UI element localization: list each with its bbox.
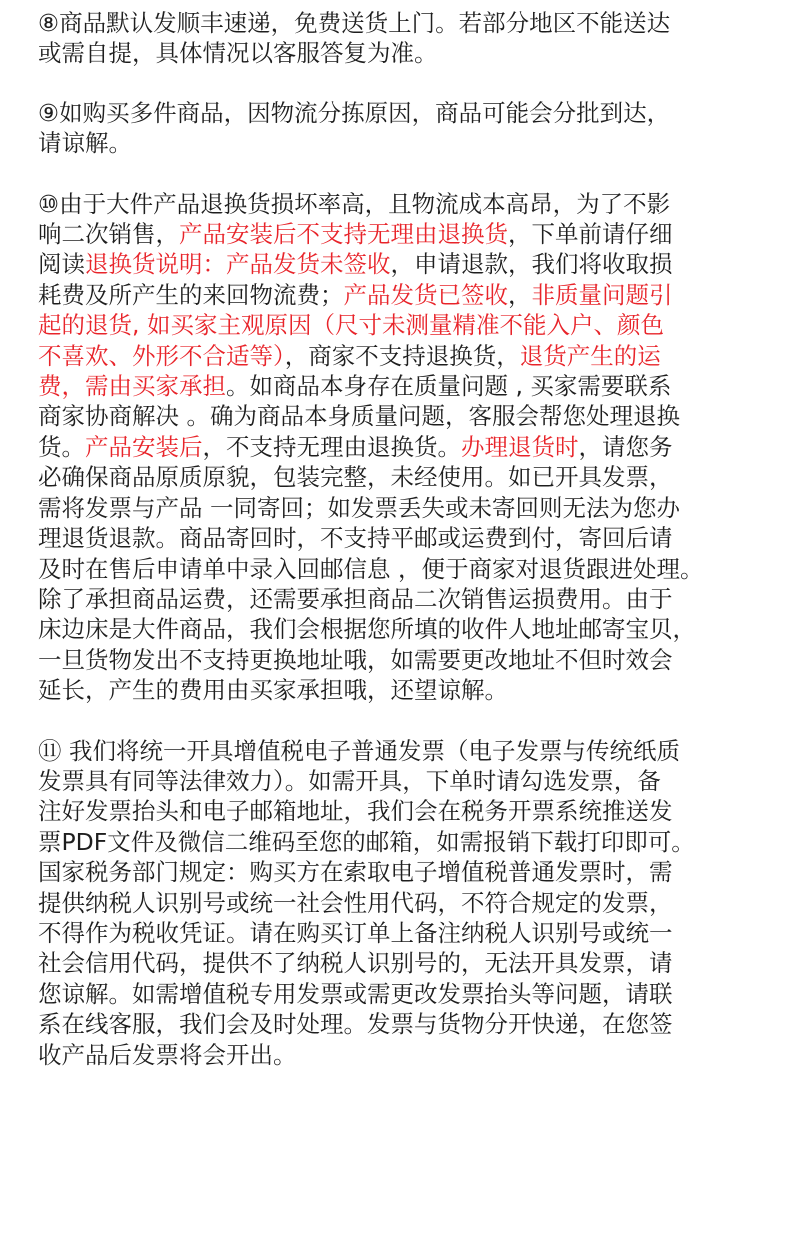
highlighted-text: 起的退货, 如买家主观原因（尺寸未测量精准不能入户、颜色 — [38, 311, 664, 340]
body-text: 必确保商品原质原貌，包装完整，未经使用。如已开具发票， — [38, 463, 673, 492]
body-text: ⑧商品默认发顺丰速递，免费送货上门。若部分地区不能送达 — [38, 9, 671, 37]
text-line — [38, 857, 758, 887]
body-text: 不得作为税收凭证。请在购买订单上备注纳税人识别号或统一 — [38, 918, 673, 947]
highlighted-text: 退货产生的运 — [519, 341, 661, 370]
paragraph-11-invoice — [38, 736, 758, 1070]
body-text: 系在线客服，我们会及时处理。发票与货物分开快递，在您签 — [38, 1010, 673, 1039]
body-text: ，申请退款，我们将收取损 — [390, 250, 673, 279]
body-text: 您谅解。如需增值税专用发票或需更改发票抬头等问题，请联 — [38, 979, 673, 1008]
paragraph-10-returns-policy — [38, 189, 758, 706]
body-text: 响二次销售， — [38, 220, 179, 249]
highlighted-text: 费，需由买家承担 — [38, 372, 226, 401]
text-line — [38, 948, 758, 978]
text-line — [38, 766, 758, 796]
body-text: 票PDF文件及微信二维码至您的邮箱，如需报销下载打印即可。 — [38, 827, 695, 856]
highlighted-text: 非质量问题引 — [531, 280, 673, 309]
highlighted-text: 产品安装后 — [85, 432, 203, 461]
body-text: 耗费及所产生的来回物流费； — [38, 280, 344, 309]
body-text: 阅读 — [38, 250, 85, 279]
text-line — [38, 979, 758, 1009]
body-text: 一旦货物发出不支持更换地址哦，如需要更改地址不但时效会 — [38, 645, 673, 674]
text-line — [38, 249, 758, 279]
highlighted-text: 办理退货时 — [461, 432, 579, 461]
text-line — [38, 341, 758, 371]
text-line — [38, 38, 758, 68]
text-line — [38, 280, 758, 310]
body-text: 提供纳税人识别号或统一社会性用代码，不符合规定的发票， — [38, 888, 673, 917]
body-text: ，下单前请仔细 — [508, 220, 673, 249]
text-line — [38, 401, 758, 431]
text-line — [38, 523, 758, 553]
text-line — [38, 554, 758, 584]
body-text: ，商家不支持退换货， — [284, 341, 520, 370]
text-line — [38, 189, 758, 219]
body-text: 发票具有同等法律效力）。如需开具，下单时请勾选发票，备 — [38, 766, 661, 795]
body-text: 床边床是大件商品，我们会根据您所填的收件人地址邮寄宝贝， — [38, 615, 696, 644]
body-text: 理退货退款。商品寄回时，不支持平邮或运费到付，寄回后请 — [38, 524, 673, 553]
body-text: 注好发票抬头和电子邮箱地址，我们会在税务开票系统推送发 — [38, 797, 673, 826]
text-line — [38, 645, 758, 675]
highlighted-text: 不喜欢、外形不合适等） — [38, 341, 285, 370]
body-text: 请谅解。 — [38, 129, 132, 158]
body-text: 国家税务部门规定：购买方在索取电子增值税普通发票时，需 — [38, 858, 673, 887]
body-text: 商家协商解决 。确为商品本身质量问题，客服会帮您处理退换 — [38, 402, 680, 431]
text-line — [38, 310, 758, 340]
body-text: ，请您务 — [578, 432, 673, 461]
text-line — [38, 432, 758, 462]
body-text: ，不支持无理由退换货。 — [202, 432, 461, 461]
text-line — [38, 98, 758, 128]
body-text: 延长，产生的费用由买家承担哦，还望谅解。 — [38, 676, 508, 705]
text-line — [38, 614, 758, 644]
text-line — [38, 827, 758, 857]
text-line — [38, 493, 758, 523]
body-text: 收产品后发票将会开出。 — [38, 1040, 297, 1069]
text-line — [38, 796, 758, 826]
text-line — [38, 675, 758, 705]
text-line — [38, 128, 758, 158]
body-text: 除了承担商品运费，还需要承担商品二次销售运损费用。由于 — [38, 584, 673, 613]
body-text: ⑩由于大件产品退换货损坏率高，且物流成本高昂，为了不影 — [38, 189, 671, 218]
text-line — [38, 1040, 758, 1070]
text-line — [38, 918, 758, 948]
body-text: 。如商品本身存在质量问题 , 买家需要联系 — [226, 372, 672, 401]
text-line — [38, 584, 758, 614]
text-line — [38, 736, 758, 766]
body-text: 社会信用代码，提供不了纳税人识别号的，无法开具发票，请 — [38, 949, 673, 978]
body-text: ， — [508, 280, 532, 309]
body-text: 货。 — [38, 432, 85, 461]
highlighted-text: 退换货说明：产品发货未签收 — [85, 250, 391, 279]
text-line — [38, 1009, 758, 1039]
body-text: 需将发票与产品 一同寄回；如发票丢失或未寄回则无法为您办 — [38, 493, 680, 522]
text-line — [38, 371, 758, 401]
body-text: ⑨如购买多件商品，因物流分拣原因，商品可能会分批到达， — [38, 98, 671, 127]
body-text: 及时在售后申请单中录入回邮信息 ，便于商家对退货跟进处理。 — [38, 554, 704, 583]
text-line — [38, 462, 758, 492]
body-text: ⑪ 我们将统一开具增值税电子普通发票（电子发票与传统纸质 — [38, 736, 680, 765]
text-line — [38, 888, 758, 918]
highlighted-text: 产品发货已签收 — [343, 280, 508, 309]
text-line — [38, 219, 758, 249]
text-line — [38, 8, 758, 38]
paragraph-8-shipping — [38, 8, 758, 69]
highlighted-text: 产品安装后不支持无理由退换货 — [179, 220, 508, 249]
paragraph-9-split-delivery — [38, 98, 758, 159]
body-text: 或需自提，具体情况以客服答复为准。 — [38, 39, 438, 68]
